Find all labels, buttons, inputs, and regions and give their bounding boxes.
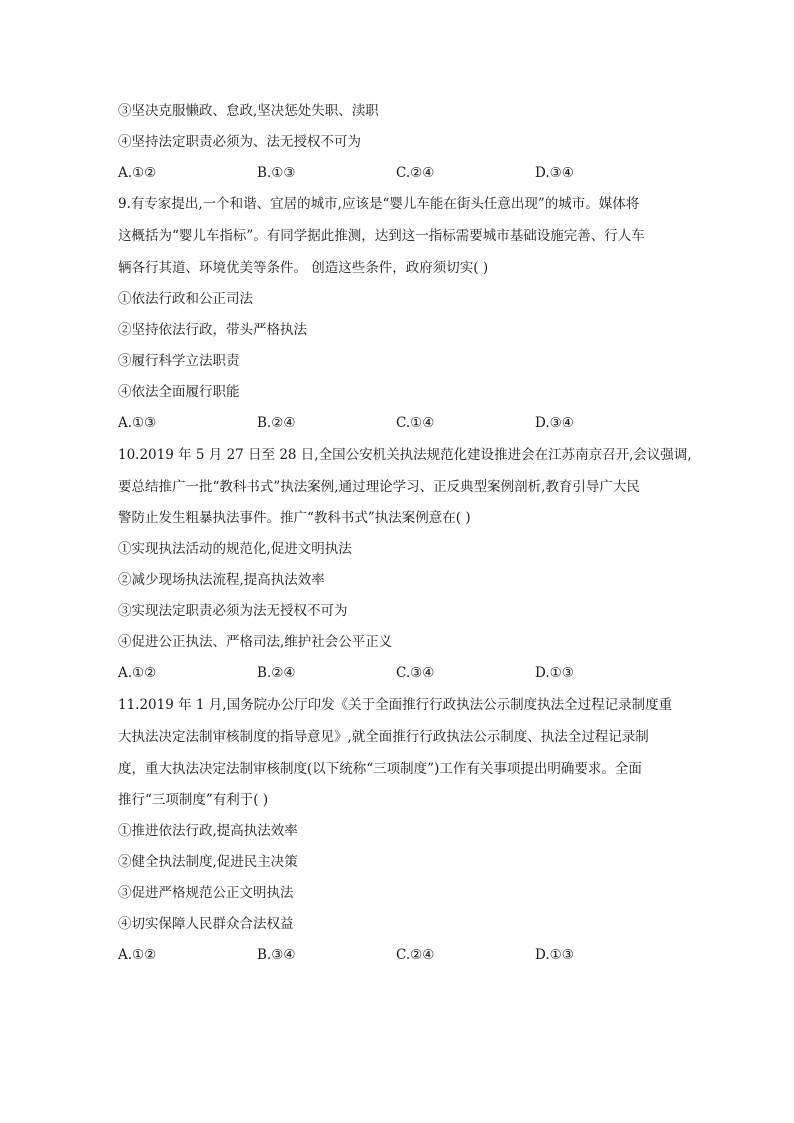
q10-option-1: ①实现执法活动的规范化,促进文明执法 (118, 541, 352, 557)
q11-option-4: ④切实保障人民群众合法权益 (118, 916, 294, 932)
q11-stem-line-1: 11.2019 年 1 月,国务院办公厅印发《关于全面推行行政执法公示制度执法全过程记录制度重 (118, 697, 673, 713)
q8-choice-c: C.②④ (396, 165, 435, 181)
q11-option-2: ②健全执法制度,促进民主决策 (118, 854, 298, 870)
q8-choice-a: A.①② (118, 165, 157, 181)
q10-choice-a: A.①② (118, 665, 157, 681)
q11-choice-b: B.③④ (257, 947, 296, 963)
q9-option-2: ②坚持依法行政，带头严格执法 (118, 322, 307, 338)
q9-choice-a: A.①③ (118, 415, 157, 431)
q10-choice-b: B.②④ (257, 665, 296, 681)
q9-option-1: ①依法行政和公正司法 (118, 291, 253, 307)
q9-stem-line-3: 辆各行其道、环境优美等条件。 创造这些条件，政府须切实( ) (118, 260, 489, 276)
q10-choice-d: D.①③ (535, 665, 574, 681)
q11-option-1: ①推进依法行政,提高执法效率 (118, 823, 298, 839)
q11-stem-line-3: 度，重大执法决定法制审核制度(以下统称“三项制度”)工作有关事项提出明确要求。全面 (118, 761, 642, 777)
q9-stem-line-2: 这概括为“婴儿车指标”。有同学据此推测，达到这一指标需要城市基础设施完善、行人车 (118, 228, 645, 244)
q10-stem-line-3: 警防止发生粗暴执法事件。推广“教科书式”执法案例意在( ) (118, 510, 471, 526)
q11-choice-c: C.②④ (396, 947, 435, 963)
q8-option-3: ③坚决克服懒政、怠政,坚决惩处失职、渎职 (118, 103, 379, 119)
q8-choice-b: B.①③ (257, 165, 296, 181)
q10-choice-c: C.③④ (396, 665, 435, 681)
q10-option-4: ④促进公正执法、严格司法,维护社会公平正义 (118, 634, 393, 650)
q10-stem-line-2: 要总结推广一批“教科书式”执法案例,通过理论学习、正反典型案例剖析,教育引导广大民 (118, 479, 640, 495)
q10-option-3: ③实现法定职责必须为法无授权不可为 (118, 603, 348, 619)
q8-option-4: ④坚持法定职责必须为、法无授权不可为 (118, 134, 361, 150)
q9-stem-line-1: 9.有专家提出,一个和谐、宜居的城市,应该是“婴儿车能在街头任意出现”的城市。媒体将 (118, 196, 640, 212)
q11-choice-a: A.①② (118, 947, 157, 963)
q9-option-3: ③履行科学立法职责 (118, 353, 240, 369)
q9-choice-c: C.①④ (396, 415, 435, 431)
q9-choice-b: B.②④ (257, 415, 296, 431)
q8-choice-d: D.③④ (535, 165, 574, 181)
q10-stem-line-1: 10.2019 年 5 月 27 日至 28 日,全国公安机关执法规范化建设推进会在江苏南京召开,会议强调, (118, 447, 692, 463)
q11-option-3: ③促进严格规范公正文明执法 (118, 885, 294, 901)
q11-choice-d: D.①③ (535, 947, 574, 963)
q11-stem-line-4: 推行“三项制度”有利于( ) (118, 792, 269, 808)
q11-stem-line-2: 大执法决定法制审核制度的指导意见》,就全面推行行政执法公示制度、执法全过程记录制 (118, 729, 649, 745)
q9-option-4: ④依法全面履行职能 (118, 384, 240, 400)
q10-option-2: ②减少现场执法流程,提高执法效率 (118, 572, 325, 588)
q9-choice-d: D.③④ (535, 415, 574, 431)
